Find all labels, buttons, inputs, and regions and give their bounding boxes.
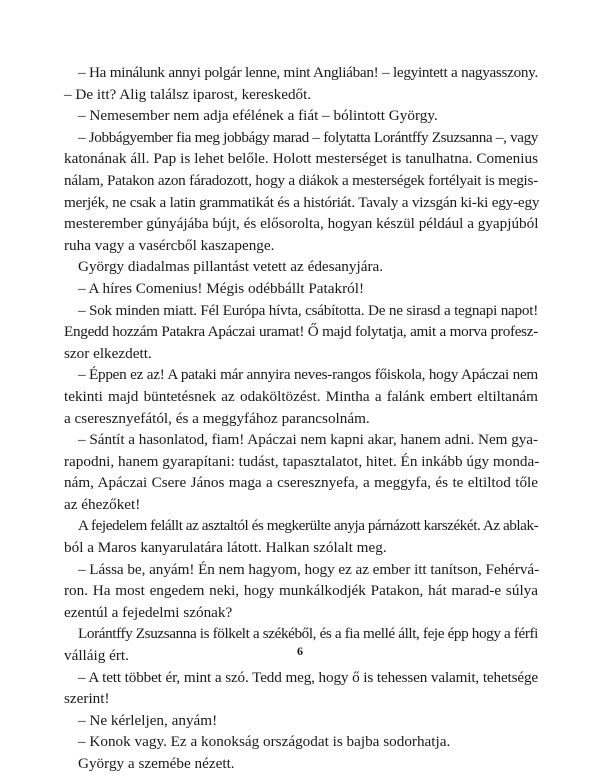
- text-line: – Sok minden miatt. Fél Európa hívta, csábította. De ne sirasd a tegnapi napot!: [78, 301, 538, 319]
- text-line: – De itt? Alig találsz iparost, kereskedőt.: [64, 85, 312, 103]
- text-line: – Ha minálunk annyi polgár lenne, mint Angliában! – legyintett a nagyasszony.: [78, 64, 538, 81]
- text-line: nám, Apáczai Csere János maga a cseresznyefa, a meggyfa, és te eltiltod tőle: [64, 474, 538, 492]
- text-line: szor elkezdett.: [64, 344, 152, 362]
- text-line: tekinti majd büntetésnek az odaköltözést. Mintha a falánk embert eltiltanám: [64, 387, 538, 405]
- text-line: ból a Maros kanyarulatára látott. Halkan szólalt meg.: [64, 539, 387, 557]
- text-line: Lorántffy Zsuzsanna is fölkelt a székéből, és a fia mellé állt, feje épp hogy a férfi: [78, 625, 538, 643]
- text-line: katonának áll. Pap is lehet belőle. Holott mesterséget is tanulhatna. Comenius: [64, 150, 538, 168]
- text-line: merjék, ne csak a latin grammatikát és a históriát. Tavaly a vizsgán ki-ki egy-egy: [64, 193, 540, 211]
- text-line: ron. Ha most engedem neki, hogy munkálkodjék Patakon, hát marad-e súlya: [64, 582, 538, 600]
- page-body: [64, 62, 538, 775]
- text-line: – A tett többet ér, mint a szó. Tedd meg, hogy ő is tehessen valamit, tehetsége: [78, 668, 538, 686]
- text-line: Engedd hozzám Patakra Apáczai uramat! Ő majd folytatja, amit a morva profesz-: [64, 323, 538, 341]
- text-line: ruha vagy a vasércből kaszapenge.: [64, 236, 275, 254]
- text-line: – Ne kérleljen, anyám!: [78, 711, 218, 729]
- text-line: A fejedelem felállt az asztaltól és megkerülte anyja párnázott karszékét. Az ablak-: [78, 517, 539, 535]
- text-line: – A híres Comenius! Mégis odébbállt Patakról!: [78, 279, 364, 297]
- page-number: 6: [297, 644, 303, 658]
- text-line: a cseresznyefától, és a meggyfához parancsolnám.: [64, 409, 370, 427]
- text-line: szerint!: [64, 690, 110, 708]
- text-line: – Konok vagy. Ez a konokság országodat is bajba sodorhatja.: [78, 733, 451, 751]
- text-line: György a szemébe nézett.: [78, 755, 235, 772]
- text-line: – Jobbágyember fia meg jobbágy marad – folytatta Lorántffy Zsuzsanna –, vagy: [78, 128, 538, 146]
- text-line: – Nemesember nem adja efélének a fiát – bólintott György.: [78, 107, 438, 125]
- text-line: az éhezőket!: [64, 495, 141, 513]
- text-line: – Sántít a hasonlatod, fiam! Apáczai nem kapni akar, hanem adni. Nem gya-: [78, 431, 538, 449]
- text-line: György diadalmas pillantást vetett az édesanyjára.: [78, 258, 384, 276]
- text-line: nálam, Patakon azon fáradozott, hogy a diákok a mesterségek fortélyait is megis-: [64, 171, 538, 189]
- text-line: – Lássa be, anyám! Én nem hagyom, hogy ez az ember itt tanítson, Fehérvá-: [78, 560, 540, 578]
- text-line: ezentúl a fejedelmi szónak?: [64, 603, 233, 621]
- text-line: válláig ért.: [64, 647, 129, 665]
- text-line: mesterember gúnyájába bújt, és elősorolta, hogyan készül például a gyapjúból: [64, 215, 539, 233]
- text-line: rapodni, hanem gyarapítani: tudást, tapasztalatot, hitet. Én inkább úgy monda-: [64, 452, 540, 470]
- text-line: – Éppen ez az! A pataki már annyira neves-rangos főiskola, hogy Apáczai nem: [78, 366, 538, 384]
